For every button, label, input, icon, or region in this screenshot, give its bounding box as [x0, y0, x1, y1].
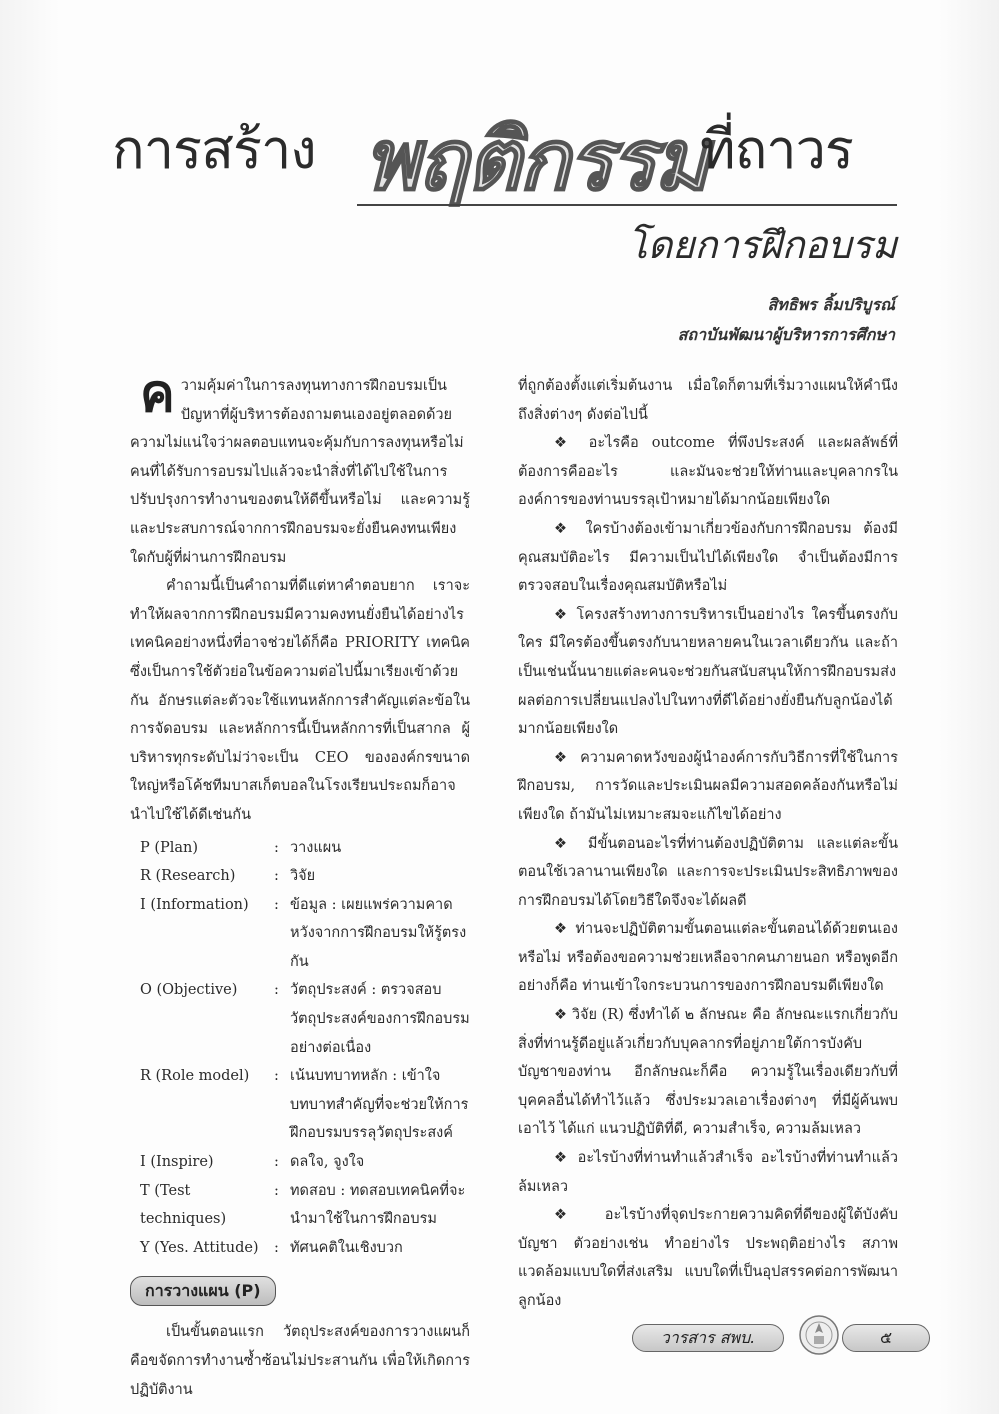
author-affiliation: สถาบันพัฒนาผู้บริหารการศึกษา — [677, 325, 895, 344]
priority-row: Y (Yes. Attitude) : ทัศนคติในเชิงบวก — [140, 1234, 470, 1263]
priority-value: เน้นบทบาทหลัก : เข้าใจบทบาทสำคัญที่จะช่วยให้การฝึกอบรมบรรลุวัตถุประสงค์ — [290, 1068, 469, 1142]
priority-key: P (Plan) — [140, 839, 199, 856]
paragraph: เป็นขั้นตอนแรก วัตถุประสงค์ของการวางแผนก็คือขจัดการทำงานซ้ำซ้อนไม่ประสานกัน เพื่อให้เกิดการปฏิบัติงาน — [130, 1324, 470, 1398]
paragraph: ที่ถูกต้องตั้งแต่เริ่มต้นงาน เมื่อใดก็ตามที่เริ่มวางแผนให้คำนึงถึงสิ่งต่างๆ ดังต่อไปนี้ — [518, 378, 898, 423]
page-number-badge: ๕ — [842, 1324, 930, 1352]
left-column — [130, 364, 470, 1404]
priority-list — [140, 834, 470, 1263]
bullet-item: ❖ มีขั้นตอนอะไรที่ท่านต้องปฏิบัติตาม และแต่ละขั้นตอนใช้เวลานานเพียงใด และการจะประเมินประสิทธิภาพของการฝึกอบรมได้โดยวิธีใดจึงจะได้ผลดี — [518, 835, 898, 909]
article-title — [112, 98, 912, 209]
right-column — [518, 372, 898, 1316]
bullet-item: ❖ ใครบ้างต้องเข้ามาเกี่ยวข้องกับการฝึกอบรม ต้องมีคุณสมบัติอะไร มีความเป็นไปได้เพียงใด จำเป็นต้องมีการตรวจสอบในเรื่องคุณสมบัติหรือไม่ — [518, 520, 898, 595]
priority-row: T (Test techniques) : ทดสอบ : ทดสอบเทคนิคที่จะนำมาใช้ในการฝึกอบรม — [140, 1177, 470, 1234]
bullet-item: ❖ อะไรบ้างที่จุดประกายความคิดที่ดีของผู้ใต้บังคับบัญชา ตัวอย่างเช่น ทำอย่างไร ประพฤติอย่างไร สภาพแวดล้อมแบบใดที่ส่งเสริม แบบใดที่เป็นอุปสรรคต่อการพัฒนาลูกน้อง — [518, 1207, 898, 1309]
priority-value: ข้อมูล : เผยแพร่ความคาดหวังจากการฝึกอบรมให้รู้ตรงกัน — [290, 896, 467, 970]
priority-value: วิจัย — [290, 868, 316, 885]
intro-paragraph — [130, 364, 470, 572]
priority-key: Y (Yes. Attitude) — [140, 1239, 259, 1256]
institute-seal-icon — [798, 1314, 840, 1356]
title-part-1: การสร้าง — [112, 118, 316, 181]
priority-key: O (Objective) — [140, 982, 238, 999]
paragraph: คำถามนี้เป็นคำถามที่ดีแต่หาคำตอบยาก เราจะทำให้ผลจากการฝึกอบรมมีความคงทนยั่งยืนได้อย่างไร เทคนิคอย่างหนึ่งที่อาจช่วยได้ก็คือ PRIORITY เทคนิคซึ่งเป็นการใช้ตัวย่อในข้อความต่อไปนี้มาเรียงเข้าด้วยกัน อักษรแต่ละตัวจะใช้แทนหลักการสำคัญแต่ละข้อในการจัดอบรม และหลักการนี้เป็นหลักการที่เป็นสากล ผู้บริหารทุกระดับไม่ว่าจะเป็น CEO ขององค์กรขนาดใหญ่หรือโค้ชทีมบาสเก็ตบอลในโรงเรียนประถมก็อาจนำไปใช้ได้ดีเช่นกัน — [130, 578, 470, 823]
bullet-item: ❖ โครงสร้างทางการบริหารเป็นอย่างไร ใครขึ้นตรงกับใคร มีใครต้องขึ้นตรงกับนายหลายคนในเวลาเดียวกัน และถ้าเป็นเช่นนั้นนายแต่ละคนจะช่วยกันสนับสนุนให้การฝึกอบรมส่งผลต่อการเปลี่ยนแปลงไปในทางที่ดีได้อย่างยั่งยืนกับลูกน้องได้มากน้อยเพียงใด — [518, 606, 898, 738]
byline — [678, 290, 895, 350]
bullet-item: ❖ วิจัย (R) ซึ่งทำได้ ๒ ลักษณะ คือ ลักษณะแรกเกี่ยวกับสิ่งที่ท่านรู้ดีอยู่แล้วเกี่ยวกับบุคลากรที่อยู่ภายใต้การบังคับบัญชาของท่าน อีกลักษณะก็คือ ความรู้ในเรื่องเดียวกับที่บุคคลอื่นได้ทำไว้แล้ว ซึ่งประมวลเอาเรื่องต่างๆ ที่มีผู้ค้นพบเอาไว้ ได้แก่ แนวปฏิบัติที่ดี, ความสำเร็จ, ความล้มเหลว — [518, 1007, 898, 1138]
bullet-item: ❖ อะไรบ้างที่ท่านทำแล้วสำเร็จ อะไรบ้างที่ท่านทำแล้วล้มเหลว — [518, 1150, 898, 1195]
priority-key: R (Role model) — [140, 1068, 250, 1085]
bullet-item: ❖ ความคาดหวังของผู้นำองค์การกับวิธีการที่ใช้ในการฝึกอบรม, การวัดและประเมินผลมีความสอดคล้องกันหรือไม่เพียงใด ถ้ามันไม่เหมาะสมจะแก้ไขได้อย่าง — [518, 749, 898, 823]
drop-cap: ค — [140, 364, 175, 424]
article-subtitle: โดยการฝึกอบรม — [627, 223, 897, 267]
priority-row: O (Objective) : วัตถุประสงค์ : ตรวจสอบวัตถุประสงค์ของการฝึกอบรมอย่างต่อเนื่อง — [140, 976, 470, 1062]
priority-key: T (Test techniques) — [140, 1182, 227, 1228]
priority-row: P (Plan) : วางแผน — [140, 834, 470, 863]
title-part-2-highlight: พฤติกรรม — [364, 111, 708, 209]
author-name: สิทธิพร ลิ้มปริบูรณ์ — [767, 295, 895, 314]
priority-key: R (Research) — [140, 868, 236, 885]
priority-value: ทดสอบ : ทดสอบเทคนิคที่จะนำมาใช้ในการฝึกอบรม — [290, 1182, 466, 1228]
intro-text: วามคุ้มค่าในการลงทุนทางการฝึกอบรมเป็นปัญหาที่ผู้บริหารต้องถามตนเองอยู่ตลอดด้วยความไม่แน่ใจว่าผลตอบแทนจะคุ้มกับการลงทุนหรือไม่ คนที่ได้รับการอบรมไปแล้วจะนำสิ่งที่ได้ไปใช้ในการปรับปรุงการทำงานของตนให้ดีขึ้นหรือไม่ และความรู้และประสบการณ์จากการฝึกอบรมจะยั่งยืนคงทนเพียงใดกับผู้ที่ผ่านการฝึกอบรม — [130, 378, 470, 566]
title-rule — [357, 204, 897, 206]
priority-row: I (Inspire) : ดลใจ, จูงใจ — [140, 1148, 470, 1177]
priority-row: R (Role model) : เน้นบทบาทหลัก : เข้าใจบทบาทสำคัญที่จะช่วยให้การฝึกอบรมบรรลุวัตถุประสงค์ — [140, 1062, 470, 1148]
priority-key: I (Information) — [140, 896, 249, 913]
journal-name-badge: วารสาร สพบ. — [632, 1324, 784, 1352]
priority-value: วัตถุประสงค์ : ตรวจสอบวัตถุประสงค์ของการฝึกอบรมอย่างต่อเนื่อง — [290, 982, 470, 1056]
title-part-3: ที่ถาวร — [700, 118, 853, 181]
bullet-item: ❖ ท่านจะปฏิบัติตามขั้นตอนแต่ละขั้นตอนได้ด้วยตนเองหรือไม่ หรือต้องขอความช่วยเหลือจากคนภายนอก หรือพูดอีกอย่างก็คือ ท่านเข้าใจกระบวนการของการฝึกอบรมดีเพียงใด — [518, 921, 898, 995]
priority-value: วางแผน — [290, 839, 342, 856]
page-footer — [632, 1320, 932, 1360]
priority-row: I (Information) : ข้อมูล : เผยแพร่ความคาดหวังจากการฝึกอบรมให้รู้ตรงกัน — [140, 891, 470, 977]
section-heading-plan: การวางแผน (P) — [130, 1276, 276, 1306]
priority-row: R (Research) : วิจัย — [140, 862, 470, 891]
priority-value: ทัศนคติในเชิงบวก — [290, 1239, 403, 1256]
bullet-item: ❖ อะไรคือ outcome ที่พึงประสงค์ และผลลัพธ์ที่ต้องการคืออะไร และมันจะช่วยให้ท่านและบุคลากรในองค์การของท่านบรรลุเป้าหมายได้มากน้อยเพียงใด — [518, 435, 898, 509]
priority-key: I (Inspire) — [140, 1154, 214, 1171]
priority-value: ดลใจ, จูงใจ — [290, 1154, 365, 1171]
